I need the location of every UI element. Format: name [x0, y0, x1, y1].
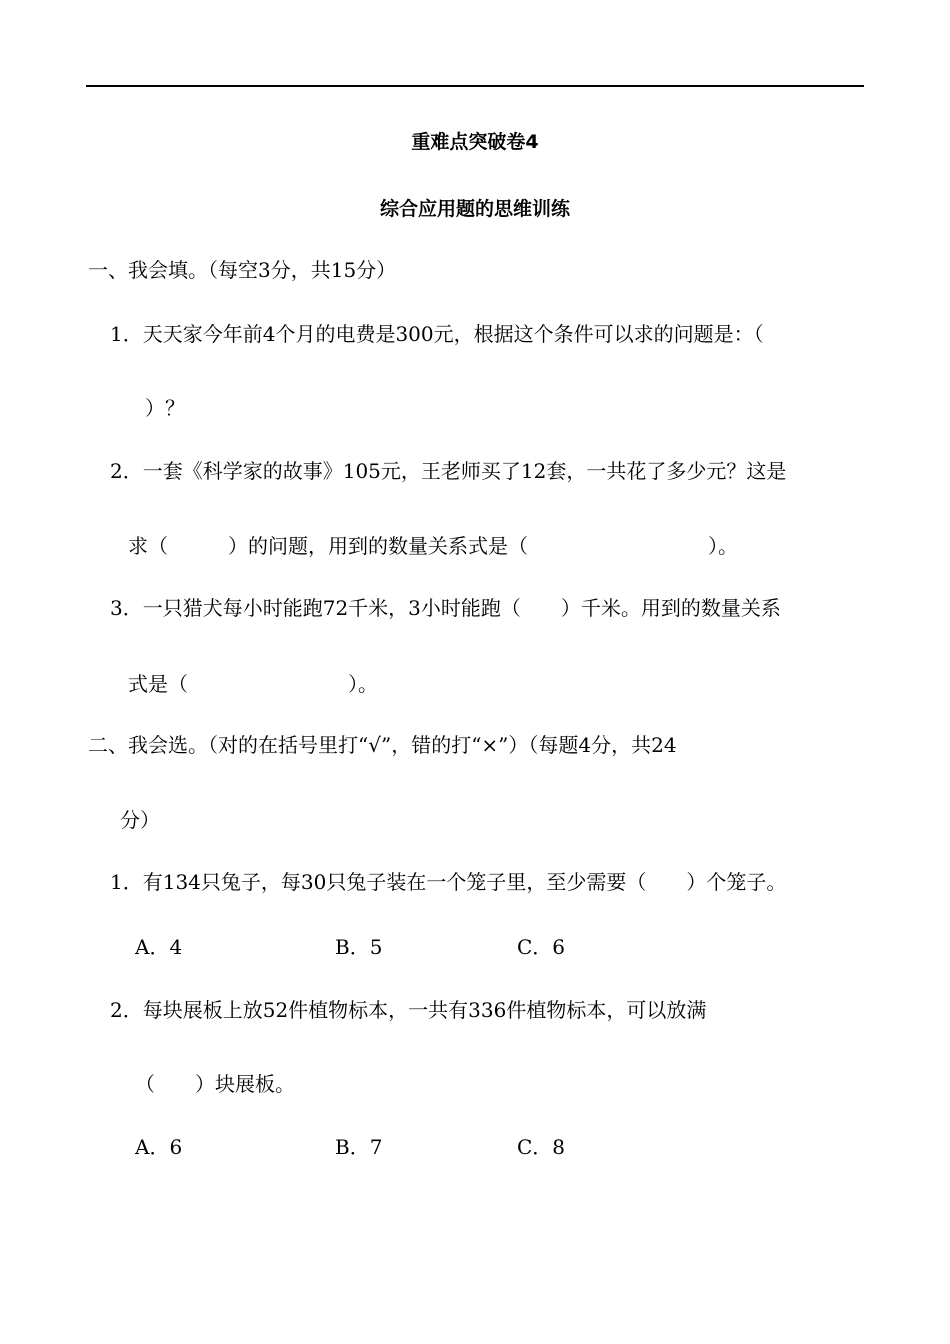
s2-q2-line2: （ ）块展板。: [135, 1072, 295, 1096]
s2-q2-option-a: A．6: [135, 1135, 183, 1159]
s2-q1-text: 1．有134只兔子，每30只兔子装在一个笼子里，至少需要（ ）个笼子。: [110, 870, 787, 894]
s2-q1-option-b: B．5: [335, 935, 383, 959]
s1-q1-line2: ）？: [145, 396, 185, 420]
s1-q3-line1: 3．一只猎犬每小时能跑72千米，3小时能跑（ ）千米。用到的数量关系: [110, 596, 781, 620]
section1-heading: 一、我会填。（每空3分，共15分）: [88, 258, 397, 282]
s2-q1-option-a: A．4: [135, 935, 183, 959]
s2-q2-line1: 2．每块展板上放52件植物标本，一共有336件植物标本，可以放满: [110, 998, 707, 1022]
section2-heading-cont: 分）: [120, 808, 160, 832]
page-title: 重难点突破卷4: [411, 131, 539, 153]
s2-q2-option-c: C．8: [517, 1135, 566, 1159]
section2-heading: 二、我会选。（对的在括号里打“√”，错的打“×”）（每题4分，共24: [88, 733, 677, 757]
s2-q2-option-b: B．7: [335, 1135, 383, 1159]
s1-q2-line1: 2．一套《科学家的故事》105元，王老师买了12套，一共花了多少元？这是: [110, 459, 787, 483]
page-subtitle: 综合应用题的思维训练: [379, 198, 570, 220]
s1-q3-line2: 式是（ ）。: [128, 672, 378, 696]
s2-q1-option-c: C．6: [517, 935, 566, 959]
header-rule: [86, 85, 864, 87]
s1-q2-line2: 求（ ）的问题，用到的数量关系式是（ ）。: [128, 534, 738, 558]
s1-q1-line1: 1．天天家今年前4个月的电费是300元，根据这个条件可以求的问题是：（: [110, 322, 764, 346]
